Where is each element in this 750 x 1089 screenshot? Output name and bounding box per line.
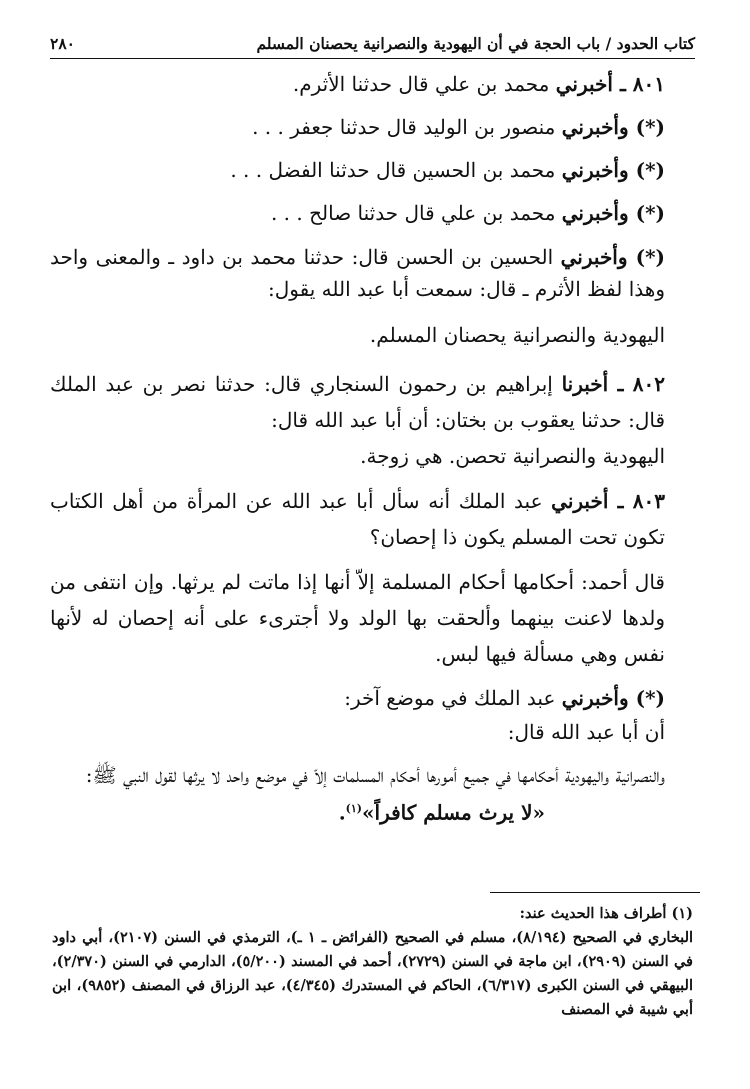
report-text: إبراهيم بن رحمون السنجاري قال: حدثنا نصر بن عبد الملك قال: حدثنا يعقوب بن بختان: أن أبا عبد الله قال: (50, 372, 665, 432)
footnote-ref[interactable]: (١) (345, 802, 363, 815)
footnote-text: البخاري في الصحيح (٨/١٩٤)، مسلم في الصحيح (الفرائض ـ ١ ـ)، الترمذي في السنن (٢١٠٧)، أبي داود في السنن (٢٩٠٩)، ابن ماجة في السنن (٢٧٢٩)، أحمد في المسند (٥/٢٠٠)، الدارمي في السنن (٢/٣٧٠)، البيهقي في السنن الكبرى (٦/٣١٧)، الحاكم في المستدرك (٤/٣٤٥)، عبد الرزاق في المصنف (٩٨٥٢)، ابن أبي شيبة في المصنف (52, 929, 694, 1018)
running-title: كتاب الحدود / باب الحجة في أن اليهودية والنصرانية يحصنان المسلم (256, 34, 695, 53)
chain-keyword: (*) وأخبرني (561, 201, 665, 225)
footnotes (52, 902, 695, 1022)
page-number: ٢٨٠ (50, 34, 75, 53)
hadith-text: «لا يرث مسلم كافراً» (362, 800, 545, 825)
quote-1: اليهودية والنصرانية يحصنان المسلم. (369, 323, 665, 347)
chain-5 (50, 681, 695, 715)
report-keyword: ٨٠٣ ـ أخبرني (551, 489, 665, 513)
page (50, 34, 695, 830)
hadith-quote: «لا يرث مسلم كافراً»$^{(١)}$. (338, 800, 545, 825)
chain-keyword: (*) وأخبرني (561, 686, 665, 710)
chain-text: محمد بن علي قال حدثنا صالح . . . (270, 201, 562, 225)
main-text (50, 63, 695, 830)
chain-text: الحسين بن الحسن قال: حدثنا محمد بن داود ـ والمعنى واحد وهذا لفظ الأثرم ـ قال: سمعت أبا عبد الله يقول: (50, 245, 665, 301)
chain-text: محمد بن الحسين قال حدثنا الفضل . . . (230, 158, 562, 182)
report-text: عبد الملك أنه سأل أبا عبد الله عن المرأة من أهل الكتاب تكون تحت المسلم يكون ذا إحصان؟ (50, 489, 665, 549)
footnote-heading: (١) أطراف هذا الحديث عند: (519, 905, 693, 922)
chain-3 (50, 192, 695, 235)
report-keyword: ٨٠٢ ـ أخبرنا (561, 372, 666, 396)
chain-keyword: (*) وأخبرني (561, 158, 665, 182)
report-802 (50, 366, 695, 438)
chain-2 (50, 149, 695, 192)
running-header (50, 34, 695, 59)
report-801 (50, 63, 695, 106)
final-paragraph: والنصرانية واليهودية أحكامها في جميع أمورها أحكام المسلمات إلاّ في موضع واحد لا يرثها لقول النبي ﷺ: (85, 763, 665, 787)
report-keyword: ٨٠١ ـ أخبرني (555, 72, 665, 96)
chain-text: منصور بن الوليد قال حدثنا جعفر . . . (252, 115, 562, 139)
footnote-divider (490, 892, 700, 893)
report-803 (50, 483, 695, 555)
quote-3: أن أبا عبد الله قال: (507, 720, 665, 744)
chain-keyword: (*) وأخبرني (560, 245, 666, 269)
report-text: محمد بن علي قال حدثنا الأثرم. (292, 72, 556, 96)
chain-1 (50, 106, 695, 149)
chain-text: عبد الملك في موضع آخر: (344, 686, 562, 710)
quote-2: اليهودية والنصرانية تحصن. هي زوجة. (360, 444, 665, 468)
chain-4 (50, 241, 695, 305)
chain-keyword: (*) وأخبرني (561, 115, 665, 139)
ahmad-answer: قال أحمد: أحكامها أحكام المسلمة إلاّ أنها إذا ماتت لم يرثها. وإن انتفى من ولدها لاعنت بينهما وألحقت بها الولد ولا أجترىء على أنه إحصان له لأنها نفس وهي مسألة فيها لبس. (50, 570, 665, 666)
